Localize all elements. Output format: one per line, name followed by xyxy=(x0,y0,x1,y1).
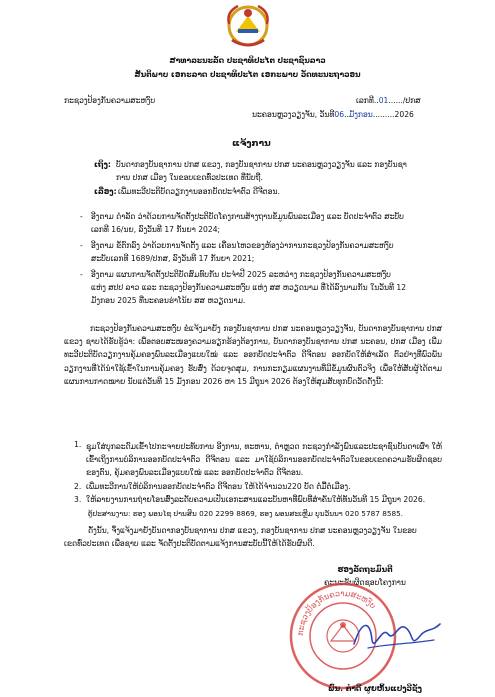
subject-label: ເລື່ອງ: xyxy=(94,187,117,196)
place-date: ນະຄອນຫຼວງວຽງຈັນ, ວັນທີ06..ມັງກອນ.........2026 xyxy=(252,110,414,119)
closing-line-1: ດັ່ງນັ້ນ, ຈຶ່ງແຈ້ງມາຍັງບັນດາກອງບັນຊາການ ປກສ ແຂວງ, ກອງບັນຊາການ ປກສ ນະຄອນຫຼວງວຽງຈັນ ໃນຂອບ xyxy=(88,526,417,535)
addressee-line-2: ການ ປກສ ເມືອງ ໃນຂອບເຂດທົ່ວປະເທດ ທີ່ນັບຖື. xyxy=(116,173,263,182)
reference-1-line-1: ອີງຕາມ ດຳລັດ ວ່າດ້ວຍການຈັດຕັ້ງປະຕິບັດໂຄງການສ້າງຖານຂໍ້ມູນພົນລະເມືອງ ແລະ ບັດປະຈຳຕົວ ສະບັບ xyxy=(91,212,404,221)
signatory-name: ພົນ. ຄຳດີ ຜູຍຫິ້ນແປງວີຊັງ xyxy=(328,684,422,693)
item-number: 1. xyxy=(74,440,82,449)
doc-number-label: ເລກທີ xyxy=(356,96,374,105)
doc-number-value: 01 xyxy=(378,96,389,105)
signatory-committee: ຄະນະຮັບຜິດຊອບໂຄງການ xyxy=(324,578,406,587)
reference-bullet: - xyxy=(80,241,83,250)
reference-bullet: - xyxy=(80,212,83,221)
contact-line: ຕູ້ປະສານງານ: ຮອງ ພອນໄຊ ປານສິນ 020 2299 8869, ຮອງ ພອນສະເຫຼີມ ບຸນວັນນາ 020 5787 8585. xyxy=(88,509,404,518)
item-number: 2. xyxy=(74,482,82,491)
instruction-item-3: ໃຫ້ລາຍງານການຖ່າຍໂອນສົ່ງລະດັບຄວາມເປັນເອກະສານແລະບັນຫາທີ່ພົບທີ່ສຳຄັນໃຫ້ທັນວັນທີ 15 ມີຖຸນາ 2026. xyxy=(86,495,426,504)
place-date-prefix: ນະຄອນຫຼວງວຽງຈັນ, ວັນທີ xyxy=(252,110,335,119)
seal-text: ກະຊວງປ້ອງກັນຄວາມສະຫງົບ xyxy=(295,588,378,637)
reference-3-line-1: ອີງຕາມ ແຜນການຈັດຕັ້ງປະຕິບັດສົມທົບກັນ ປະຈຳປີ 2025 ລະຫວ່າງ ກະຊວງປ້ອງກັນຄວາມສະຫງົບ xyxy=(91,270,391,279)
reference-2-line-2: ສະບັບເລກທີ 1689/ປກສ, ລົງວັນທີ 17 ກັນຍາ 2021; xyxy=(91,254,255,263)
date-month: ມັງກອນ xyxy=(348,110,373,119)
date-year: 2026 xyxy=(394,110,414,119)
body-paragraph: ກະຊວງປ້ອງກັນຄວາມສະຫງົບ ຂໍແຈ້ງມາຍັງ ກອງບັນຊາການ ປກສ ນະຄອນຫຼວງວຽງຈັນ, ບັນດາກອງບັນຊາການ ປກສ ແຂວງ ຊາບໄດ້ຮັບຮູ້ວ່າ: ເພື່ອຕອບສະໜອງຄວາມຮຽກຮ້ອງຕ້ອງການ, ບັນດາກອງບັນຊາການ ປກສ ນະຄອນ, ປກສ ເມືອງ ເພີ່ມທະວີປະຕິບັດວຽກງານຄຸ້ມຄອງພົນລະເມືອງແບບໃໝ່ ແລະ ອອກບັດປະຈຳຕົວ ດີຈີຕອນ ອອກບັດໃຫ້ສຳເລັດ ຕົວຢ່າງທີ່ພົວພັນວຽກງານທີ່ໄດ້ນຳໃຊ້ເຂົ້າໃນການຄຸ້ມຄອງ ຮັບສົ່ງ ດ້ວຍຈຸດສຸມ, ການກະກຽມແຜນງານທີ່ມີຂໍ້ມູນຜົນຕົວຈິງ ເພື່ອໃຫ້ສັບຜູ້ໄດ້ຕາມແຜນການກາດໝາຍ ນັບແຕ່ວັນທີ 15 ມັງກອນ 2026 ຫາ 15 ມີຖຸນາ 2026 ຕ້ອງໃຫ້ສຸມສັບທຸກບົດວັດດັ່ງນີ້: xyxy=(64,324,442,386)
reference-1-line-2: ເລກທີ 16/ນຍ, ລົງວັນທີ 17 ກັນຍາ 2024; xyxy=(91,225,221,234)
instruction-item-2: ເພີ່ມທະວີການໃຫ້ບໍລິການອອກບັດປະຈຳຕົວ ດີຈີຕອນ ໃຫ້ໄດ້ຈຳນວນ220 ບັດ ຕໍ່ມື້ຕໍ່ເມືອງ. xyxy=(86,482,351,491)
country-name: ສາທາລະນະລັດ ປະຊາທິປະໄຕ ປະຊາຊົນລາວ xyxy=(169,56,326,65)
reference-3-line-2: ແຫ່ງ ສປປ ລາວ ແລະ ກະຊວງປ້ອງກັນຄວາມສະຫງົບ ແຫ່ງ ສສ ຫວຽດນາມ ທີ່ໄດ້ລົງນາມກັນ ໃນວັນທີ 12 xyxy=(91,283,407,292)
signature-icon xyxy=(348,614,444,658)
subject-text: ເພີ່ມທະວີປະຕິບັດວຽກງານອອກບັດປະຈຳຕົວ ດີຈີຕອນ. xyxy=(118,187,280,196)
national-emblem-icon xyxy=(224,2,272,48)
addressee-label: ເຖິງ: xyxy=(94,160,111,169)
reference-2-line-1: ອີງຕາມ ຂໍ້ຕົກລົງ ວ່າດ້ວຍການຈັດຕັ້ງ ແລະ ເຄື່ອນໄຫວຂອງຫ້ອງວ່າການກະຊວງປ້ອງກັນຄວາມສະຫງົບ xyxy=(91,241,394,250)
doc-number: ເລກທີ..01....../ປກສ xyxy=(356,96,421,105)
reference-bullet: - xyxy=(80,270,83,279)
reference-3-line-3: ມັງກອນ 2025 ທີ່ນະຄອນຮ່າໂນ້ຍ ສສ ຫວຽດນາມ. xyxy=(91,296,246,305)
addressee-line-1: ບັນດາກອງບັນຊາການ ປກສ ແຂວງ, ກອງບັນຊາການ ປກສ ນະຄອນຫຼວງວຽງຈັນ ແລະ ກອງບັນຊາ xyxy=(116,160,407,169)
national-motto: ສັນຕິພາບ ເອກະລາດ ປະຊາທິປະໄຕ ເອກະພາບ ວັດທະນະຖາວອນ xyxy=(134,70,361,79)
signatory-title: ຮອງລັດຖະມົນຕີ xyxy=(337,565,393,574)
item-number: 3. xyxy=(74,495,82,504)
document-title: ແຈ້ງການ xyxy=(232,139,271,149)
instruction-item-1: ຊຸມໃສ່ບຸກລະດົມເຂົ້າໄປກະຈາຍປະທັບການ ອີງການ, ທະຫານ, ຕຳຫຼວດ ກະຊວງກຳລັງພົນແລະປະຊາຊົນບັນດາເຜົ່າ ໃຫ້ເຂົ້າເຖິງການບໍລິການອອກບັດປະຈຳຕົວ ດີຈີຕອນ ແລະ ມາໃຊ້ບໍລິການອອກບັດປະຈຳຕົວໃນຂອບເຂດຄວາມຮັບຜິດຊອບຂອງຕົນ, ຄຸ້ມຄອງພົນລະເມືອງແບບໃໝ່ ແລະ ອອກບັດປະຈຳຕົວ ດີຈີຕອນ. xyxy=(86,442,442,478)
ministry-name: ກະຊວງປ້ອງກັນຄວາມສະຫງົບ xyxy=(64,96,156,105)
date-day: 06 xyxy=(334,110,345,119)
closing-line-2: ເຂດທົ່ວປະເທດ ເພື່ອຊາບ ແລະ ຈັດຕັ້ງປະຕິບັດຕາມແຈ້ງການສະບັບນີ້ໃຫ້ໄດ້ຮັບຜົນດີ. xyxy=(64,539,315,548)
doc-number-suffix: /ປກສ xyxy=(402,96,421,105)
